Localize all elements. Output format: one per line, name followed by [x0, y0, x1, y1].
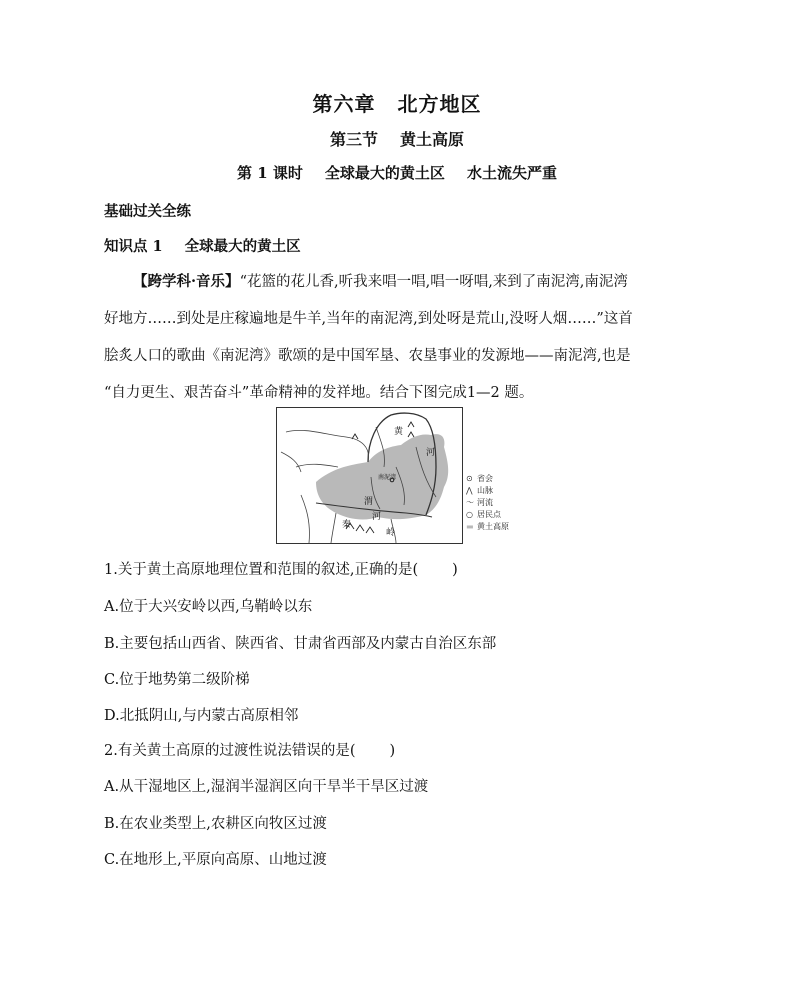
- map-legend: [465, 473, 509, 531]
- lesson-name-2: 水土流失严重: [466, 164, 557, 182]
- chapter-label: 第六章: [312, 92, 376, 116]
- map-label-huang: 黄: [394, 427, 404, 437]
- legend-text-plateau: 黄土高原: [477, 522, 509, 531]
- knowledge-point-name: 全球最大的黄土区: [184, 238, 301, 255]
- intro-line: [104, 263, 699, 301]
- question-1-option-a: A.位于大兴安岭以西,乌鞘岭以东: [104, 599, 313, 615]
- map-label-qin: 秦: [342, 520, 352, 530]
- question-1-close: ): [452, 562, 458, 578]
- legend-symbol-plateau: ▬: [466, 522, 474, 531]
- legend-text-river: 河流: [477, 498, 493, 507]
- question-1-option-c: C.位于地势第二级阶梯: [104, 672, 250, 688]
- legend-text-mountain: 山脉: [477, 486, 493, 495]
- chapter-title: [0, 88, 794, 117]
- intro-paragraph: [104, 263, 699, 412]
- question-2-option-b: B.在农业类型上,农耕区向牧区过渡: [104, 816, 327, 832]
- knowledge-point-heading: [104, 235, 301, 256]
- legend-symbol-river: ～: [466, 498, 474, 507]
- intro-tag: 【跨学科·音乐】: [133, 273, 240, 290]
- practice-heading: 基础过关全练: [104, 203, 191, 220]
- question-2-option-c: C.在地形上,平原向高原、山地过渡: [104, 852, 327, 868]
- section-label: 第三节: [329, 130, 378, 149]
- map-label-he: 河: [426, 448, 436, 458]
- question-2-option-a: A.从干湿地区上,湿润半湿润区向干旱半干旱区过渡: [104, 779, 429, 795]
- question-1-text: 1.关于黄土高原地理位置和范围的叙述,正确的是(: [104, 562, 419, 578]
- legend-text-settlement: 居民点: [477, 510, 501, 519]
- question-1-stem: [104, 558, 458, 579]
- map-label-nanniwan: 南泥湾: [378, 474, 397, 481]
- chapter-name: 北方地区: [397, 92, 482, 116]
- map-label-wei: 渭: [364, 497, 374, 507]
- legend-symbol-settlement: ○: [466, 510, 473, 519]
- map-label-ling: 岭: [386, 528, 396, 538]
- intro-line-3: 脍炙人口的歌曲《南泥湾》歌颂的是中国军垦、农垦事业的发源地——南泥湾,也是: [104, 348, 631, 364]
- question-2-text: 2.有关黄土高原的过渡性说法错误的是(: [104, 743, 356, 759]
- legend-symbol-mountain: ⋀: [466, 486, 473, 495]
- section-title: [0, 127, 794, 150]
- lesson-label: 第 1 课时: [237, 164, 303, 182]
- intro-line-4: “自力更生、艰苦奋斗”革命精神的发祥地。结合下图完成1—2 题。: [104, 385, 534, 401]
- legend-text-capital: 省会: [477, 474, 493, 483]
- lesson-title: [0, 162, 794, 183]
- legend-symbol-capital: ⊙: [466, 474, 473, 483]
- question-2-stem: [104, 739, 395, 760]
- question-1-option-d: D.北抵阴山,与内蒙古高原相邻: [104, 708, 299, 724]
- knowledge-point-label: 知识点 1: [104, 238, 163, 255]
- question-2-close: ): [389, 743, 396, 759]
- section-name: 黄土高原: [400, 130, 465, 149]
- intro-line-1: “花篮的花儿香,听我来唱一唱,唱一呀唱,来到了南泥湾,南泥湾: [239, 274, 628, 290]
- map-label-he2: 河: [372, 512, 382, 522]
- intro-line-2: 好地方……到处是庄稼遍地是牛羊,当年的南泥湾,到处呀是荒山,没呀人烟……”这首: [104, 311, 633, 327]
- question-1-option-b: B.主要包括山西省、陕西省、甘肃省西部及内蒙古自治区东部: [104, 636, 497, 652]
- lesson-name-1: 全球最大的黄土区: [324, 164, 445, 182]
- loess-plateau-map: [276, 407, 526, 544]
